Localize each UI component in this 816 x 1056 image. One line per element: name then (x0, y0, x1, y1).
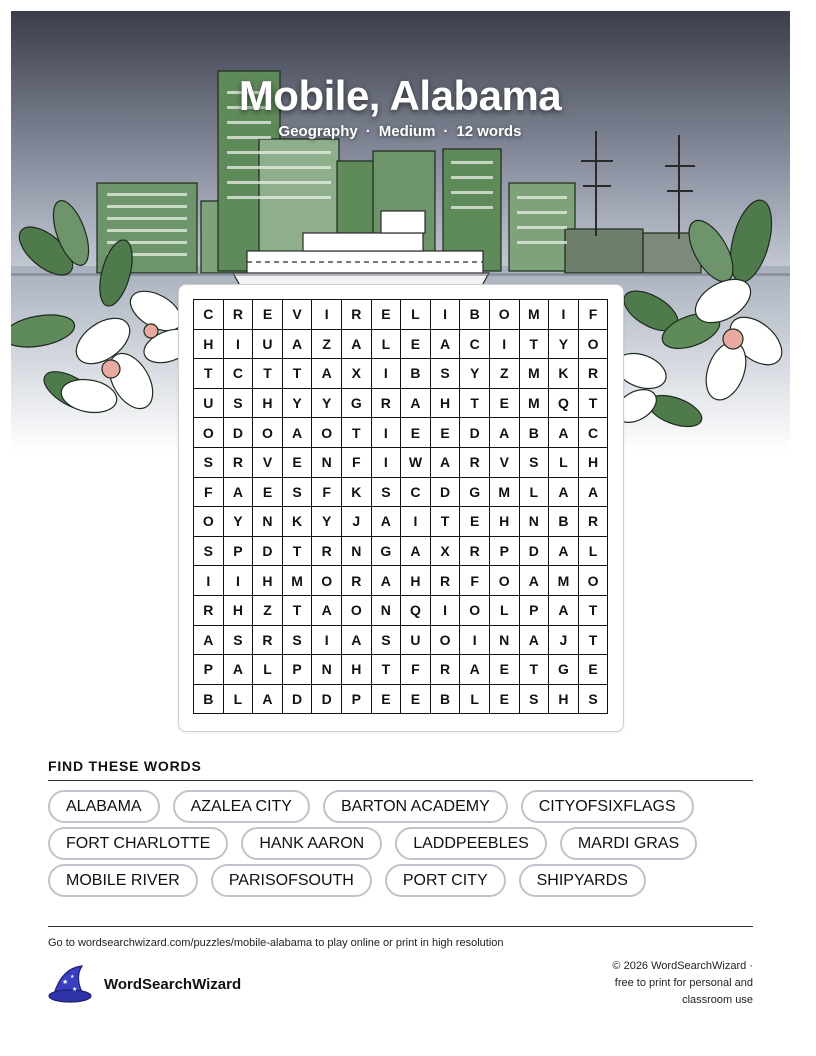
grid-cell[interactable]: I (549, 300, 579, 330)
grid-cell[interactable]: B (460, 300, 490, 330)
grid-cell[interactable]: E (579, 655, 609, 685)
grid-cell[interactable]: Y (312, 507, 342, 537)
grid-cell[interactable]: A (283, 330, 313, 360)
grid-cell[interactable]: O (312, 418, 342, 448)
grid-cell[interactable]: A (549, 537, 579, 567)
grid-cell[interactable]: A (431, 448, 461, 478)
grid-cell[interactable]: Z (312, 330, 342, 360)
grid-cell[interactable]: A (312, 359, 342, 389)
grid-cell[interactable]: R (224, 300, 254, 330)
grid-cell[interactable]: A (312, 596, 342, 626)
grid-cell[interactable]: U (253, 330, 283, 360)
grid-cell[interactable]: H (253, 566, 283, 596)
grid-cell[interactable]: L (579, 537, 609, 567)
grid-cell[interactable]: N (253, 507, 283, 537)
grid-cell[interactable]: T (342, 418, 372, 448)
grid-cell[interactable]: O (342, 596, 372, 626)
grid-cell[interactable]: F (342, 448, 372, 478)
grid-cell[interactable]: F (312, 478, 342, 508)
grid-cell[interactable]: R (342, 300, 372, 330)
word-chip: PARISOFSOUTH (211, 864, 372, 897)
grid-cell[interactable]: C (194, 300, 224, 330)
grid-cell[interactable]: E (372, 685, 402, 715)
grid-cell[interactable]: P (194, 655, 224, 685)
grid-cell[interactable]: L (460, 685, 490, 715)
grid-cell[interactable]: P (342, 685, 372, 715)
grid-cell[interactable]: C (401, 478, 431, 508)
grid-cell[interactable]: R (194, 596, 224, 626)
grid-cell[interactable]: H (431, 389, 461, 419)
grid-cell[interactable]: H (490, 507, 520, 537)
grid-cell[interactable]: B (431, 685, 461, 715)
grid-cell[interactable]: T (431, 507, 461, 537)
grid-cell[interactable]: S (224, 389, 254, 419)
grid-cell[interactable]: E (401, 685, 431, 715)
grid-cell[interactable]: I (401, 507, 431, 537)
grid-cell[interactable]: O (431, 626, 461, 656)
grid-cell[interactable]: T (253, 359, 283, 389)
grid-cell[interactable]: C (224, 359, 254, 389)
brand-logo (48, 964, 241, 1004)
grid-cell[interactable]: D (460, 418, 490, 448)
grid-cell[interactable]: A (253, 685, 283, 715)
grid-cell[interactable]: M (549, 566, 579, 596)
grid-cell[interactable]: L (549, 448, 579, 478)
grid-cell[interactable]: R (579, 359, 609, 389)
grid-cell[interactable]: W (401, 448, 431, 478)
grid-cell[interactable]: S (520, 448, 550, 478)
word-chip: ALABAMA (48, 790, 160, 823)
grid-cell[interactable]: N (312, 448, 342, 478)
grid-cell[interactable]: T (520, 655, 550, 685)
grid-cell[interactable]: R (372, 389, 402, 419)
word-chip: SHIPYARDS (519, 864, 646, 897)
word-list-heading: FIND THESE WORDS (48, 758, 202, 774)
grid-cell[interactable]: R (460, 537, 490, 567)
grid-cell[interactable]: K (342, 478, 372, 508)
word-chip: BARTON ACADEMY (323, 790, 508, 823)
grid-cell[interactable]: I (372, 359, 402, 389)
grid-cell[interactable]: E (372, 300, 402, 330)
grid-cell[interactable]: E (490, 655, 520, 685)
grid-cell[interactable]: A (460, 655, 490, 685)
grid-cell[interactable]: Q (401, 596, 431, 626)
grid-cell[interactable]: B (194, 685, 224, 715)
word-chip: CITYOFSIXFLAGS (521, 790, 694, 823)
grid-cell[interactable]: A (224, 655, 254, 685)
word-chip: AZALEA CITY (173, 790, 310, 823)
grid-cell[interactable]: S (579, 685, 609, 715)
grid-cell[interactable]: A (342, 626, 372, 656)
grid-cell[interactable]: O (460, 596, 490, 626)
page-title: Mobile, Alabama (238, 72, 562, 119)
grid-cell[interactable]: S (372, 626, 402, 656)
grid-cell[interactable]: D (283, 685, 313, 715)
grid-cell[interactable]: I (372, 418, 402, 448)
grid-cell[interactable]: R (431, 566, 461, 596)
grid-cell[interactable]: N (312, 655, 342, 685)
grid-cell[interactable]: P (490, 537, 520, 567)
grid-cell[interactable]: A (490, 418, 520, 448)
grid-cell[interactable]: M (520, 389, 550, 419)
grid-cell[interactable]: E (490, 685, 520, 715)
word-count-label: 12 words (456, 123, 522, 140)
grid-cell[interactable]: T (520, 330, 550, 360)
grid-cell[interactable]: T (579, 596, 609, 626)
grid-cell[interactable]: G (372, 537, 402, 567)
grid-cell[interactable]: O (490, 566, 520, 596)
grid-cell[interactable]: X (431, 537, 461, 567)
svg-text:★: ★ (70, 974, 75, 980)
svg-text:★: ★ (72, 986, 78, 993)
word-chip: LADDPEEBLES (395, 827, 547, 860)
grid-cell[interactable]: H (401, 566, 431, 596)
word-list (48, 790, 768, 897)
svg-text:★: ★ (62, 978, 69, 986)
grid-cell[interactable]: O (194, 418, 224, 448)
copyright-line: free to print for personal and (614, 977, 753, 989)
grid-cell[interactable]: S (283, 626, 313, 656)
grid-cell[interactable]: I (312, 300, 342, 330)
grid-cell[interactable]: E (283, 448, 313, 478)
grid-cell[interactable]: R (224, 448, 254, 478)
copyright-line: classroom use (682, 994, 753, 1006)
grid-cell[interactable]: F (460, 566, 490, 596)
grid-cell[interactable]: R (579, 507, 609, 537)
grid-cell[interactable]: D (312, 685, 342, 715)
grid-cell[interactable]: H (253, 389, 283, 419)
grid-cell[interactable]: L (253, 655, 283, 685)
grid-cell[interactable]: T (579, 626, 609, 656)
grid-cell[interactable]: O (490, 300, 520, 330)
grid-cell[interactable]: R (460, 448, 490, 478)
word-chip: PORT CITY (385, 864, 506, 897)
grid-cell[interactable]: L (490, 596, 520, 626)
grid-cell[interactable]: A (401, 537, 431, 567)
grid-cell[interactable]: P (520, 596, 550, 626)
grid-cell[interactable]: I (490, 330, 520, 360)
grid-cell[interactable]: M (283, 566, 313, 596)
grid-cell[interactable]: D (224, 418, 254, 448)
word-chip: MOBILE RIVER (48, 864, 198, 897)
grid-cell[interactable]: A (431, 330, 461, 360)
grid-cell[interactable]: T (283, 537, 313, 567)
grid-cell[interactable]: A (194, 626, 224, 656)
grid-cell[interactable]: A (401, 389, 431, 419)
divider (48, 926, 753, 927)
letter-grid[interactable] (193, 299, 608, 714)
meta-separator: · (365, 123, 371, 140)
grid-cell[interactable]: I (431, 596, 461, 626)
grid-cell[interactable]: E (490, 389, 520, 419)
grid-cell[interactable]: S (520, 685, 550, 715)
grid-cell[interactable]: E (401, 418, 431, 448)
grid-cell[interactable]: E (253, 300, 283, 330)
grid-cell[interactable]: Y (283, 389, 313, 419)
grid-cell[interactable]: L (224, 685, 254, 715)
grid-cell[interactable]: N (520, 507, 550, 537)
grid-cell[interactable]: O (579, 566, 609, 596)
word-chip: FORT CHARLOTTE (48, 827, 228, 860)
grid-cell[interactable]: N (342, 537, 372, 567)
grid-cell[interactable]: U (401, 626, 431, 656)
online-link-text[interactable]: Go to wordsearchwizard.com/puzzles/mobile-alabama to play online or print in high resolution (48, 937, 504, 949)
grid-cell[interactable]: O (312, 566, 342, 596)
grid-cell[interactable]: H (342, 655, 372, 685)
grid-cell[interactable]: A (549, 596, 579, 626)
grid-cell[interactable]: G (460, 478, 490, 508)
grid-cell[interactable]: S (194, 537, 224, 567)
grid-cell[interactable]: H (579, 448, 609, 478)
wizard-hat-icon (48, 964, 92, 1004)
grid-cell[interactable]: Z (490, 359, 520, 389)
grid-cell[interactable]: X (342, 359, 372, 389)
grid-cell[interactable]: I (312, 626, 342, 656)
grid-cell[interactable]: S (283, 478, 313, 508)
grid-cell[interactable]: A (549, 418, 579, 448)
grid-cell[interactable]: Y (549, 330, 579, 360)
grid-cell[interactable]: L (372, 330, 402, 360)
grid-cell[interactable]: I (224, 330, 254, 360)
grid-cell[interactable]: T (460, 389, 490, 419)
grid-cell[interactable]: K (283, 507, 313, 537)
copyright-line: © 2026 WordSearchWizard · (612, 960, 753, 972)
grid-cell[interactable]: O (194, 507, 224, 537)
difficulty-label: Medium (378, 123, 436, 140)
grid-cell[interactable]: J (342, 507, 372, 537)
grid-cell[interactable]: R (342, 566, 372, 596)
grid-cell[interactable]: U (194, 389, 224, 419)
grid-cell[interactable]: V (283, 300, 313, 330)
grid-cell[interactable]: M (520, 359, 550, 389)
grid-cell[interactable]: L (401, 300, 431, 330)
grid-cell[interactable]: C (579, 418, 609, 448)
grid-cell[interactable]: E (431, 418, 461, 448)
grid-cell[interactable]: T (579, 389, 609, 419)
grid-cell[interactable]: I (224, 566, 254, 596)
grid-cell[interactable]: B (549, 507, 579, 537)
copyright-notice (573, 958, 753, 1009)
grid-cell[interactable]: T (372, 655, 402, 685)
grid-cell[interactable]: Q (549, 389, 579, 419)
grid-cell[interactable]: A (224, 478, 254, 508)
grid-cell[interactable]: S (194, 448, 224, 478)
grid-cell[interactable]: D (520, 537, 550, 567)
grid-cell[interactable]: H (549, 685, 579, 715)
divider (48, 780, 753, 781)
grid-cell[interactable]: B (401, 359, 431, 389)
grid-cell[interactable]: E (460, 507, 490, 537)
grid-cell[interactable]: I (431, 300, 461, 330)
grid-cell[interactable]: A (372, 566, 402, 596)
grid-cell[interactable]: D (253, 537, 283, 567)
word-chip: HANK AARON (241, 827, 382, 860)
grid-cell[interactable]: G (342, 389, 372, 419)
grid-cell[interactable]: Y (460, 359, 490, 389)
grid-cell[interactable]: A (342, 330, 372, 360)
grid-cell[interactable]: N (372, 596, 402, 626)
grid-cell[interactable]: T (283, 596, 313, 626)
grid-cell[interactable]: I (372, 448, 402, 478)
grid-cell[interactable]: D (431, 478, 461, 508)
word-chip: MARDI GRAS (560, 827, 697, 860)
grid-cell[interactable]: S (431, 359, 461, 389)
grid-cell[interactable]: P (224, 537, 254, 567)
grid-cell[interactable]: R (253, 626, 283, 656)
grid-cell[interactable]: H (194, 330, 224, 360)
grid-cell[interactable]: P (283, 655, 313, 685)
puzzle-card (178, 284, 624, 732)
grid-cell[interactable]: K (549, 359, 579, 389)
grid-cell[interactable]: S (224, 626, 254, 656)
grid-cell[interactable]: Z (253, 596, 283, 626)
grid-cell[interactable]: O (253, 418, 283, 448)
grid-cell[interactable]: J (549, 626, 579, 656)
grid-cell[interactable]: A (520, 566, 550, 596)
grid-cell[interactable]: V (490, 448, 520, 478)
brand-name: WordSearchWizard (104, 975, 242, 993)
grid-cell[interactable]: H (224, 596, 254, 626)
grid-cell[interactable]: F (401, 655, 431, 685)
grid-cell[interactable]: L (520, 478, 550, 508)
grid-cell[interactable]: T (194, 359, 224, 389)
grid-cell[interactable]: A (372, 507, 402, 537)
grid-cell[interactable]: I (194, 566, 224, 596)
grid-cell[interactable]: S (372, 478, 402, 508)
grid-cell[interactable]: N (490, 626, 520, 656)
grid-cell[interactable]: A (520, 626, 550, 656)
grid-cell[interactable]: E (253, 478, 283, 508)
puzzle-meta (0, 123, 800, 140)
grid-cell[interactable]: M (490, 478, 520, 508)
grid-cell[interactable]: R (431, 655, 461, 685)
grid-cell[interactable]: I (460, 626, 490, 656)
category-label: Geography (278, 123, 358, 140)
meta-separator: · (443, 123, 449, 140)
grid-cell[interactable]: M (520, 300, 550, 330)
grid-cell[interactable]: C (460, 330, 490, 360)
grid-cell[interactable]: A (549, 478, 579, 508)
grid-cell[interactable]: A (579, 478, 609, 508)
grid-cell[interactable]: T (283, 359, 313, 389)
grid-cell[interactable]: R (312, 537, 342, 567)
grid-cell[interactable]: E (401, 330, 431, 360)
grid-cell[interactable]: O (579, 330, 609, 360)
grid-cell[interactable]: F (194, 478, 224, 508)
grid-cell[interactable]: F (579, 300, 609, 330)
grid-cell[interactable]: Y (312, 389, 342, 419)
grid-cell[interactable]: Y (224, 507, 254, 537)
grid-cell[interactable]: G (549, 655, 579, 685)
grid-cell[interactable]: V (253, 448, 283, 478)
grid-cell[interactable]: B (520, 418, 550, 448)
grid-cell[interactable]: A (283, 418, 313, 448)
